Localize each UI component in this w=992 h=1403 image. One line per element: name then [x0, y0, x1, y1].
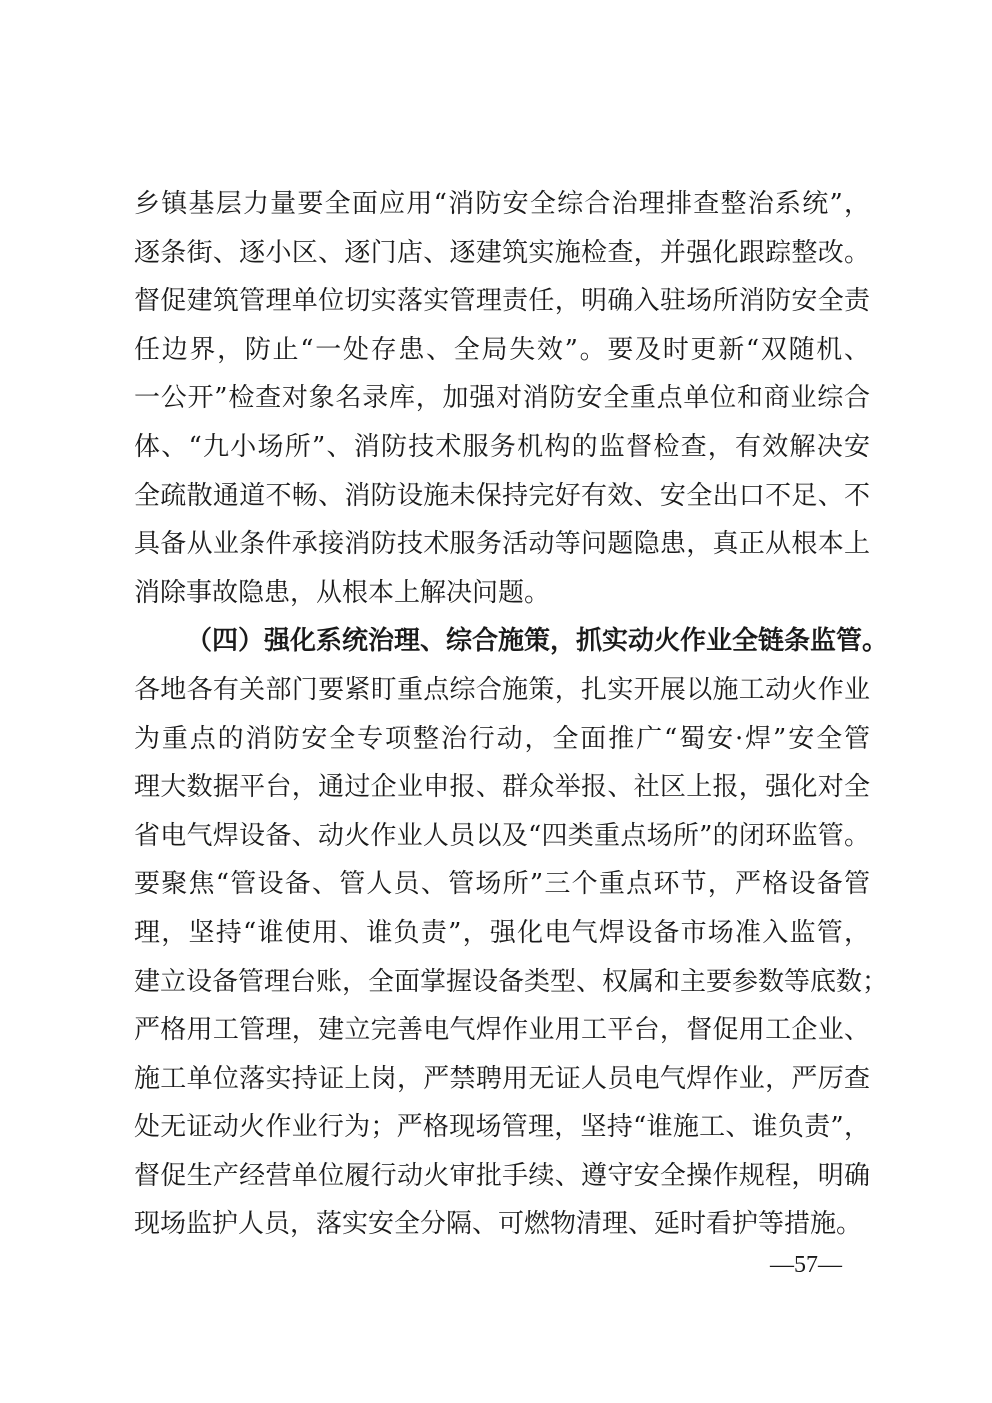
text-line: 处无证动火作业行为；严格现场管理，坚持“谁施工、谁负责”，	[134, 1112, 870, 1143]
text-line: 现场监护人员，落实安全分隔、可燃物清理、延时看护等措施。	[134, 1209, 863, 1240]
text-line: 理大数据平台，通过企业申报、群众举报、社区上报，强化对全	[134, 772, 870, 803]
text-line: 各地各有关部门要紧盯重点综合施策，扎实开展以施工动火作业	[134, 674, 870, 705]
text-line: 督促生产经营单位履行动火审批手续、遵守安全操作规程，明确	[134, 1160, 870, 1191]
text-line: 全疏散通道不畅、消防设施未保持完好有效、安全出口不足、不	[134, 480, 870, 511]
body-text	[134, 180, 889, 1249]
section-heading-line	[134, 617, 889, 666]
text-line: 任边界，防止“一处存患、全局失效”。要及时更新“双随机、	[134, 334, 870, 365]
text-line: 一公开”检查对象名录库，加强对消防安全重点单位和商业综合	[134, 383, 870, 414]
text-line: 消除事故隐患，从根本上解决问题。	[134, 577, 551, 608]
text-line: 建立设备管理台账，全面掌握设备类型、权属和主要参数等底数；	[134, 966, 889, 997]
text-line: 严格用工管理，建立完善电气焊作业用工平台，督促用工企业、	[134, 1015, 870, 1046]
text-line: 理，坚持“谁使用、谁负责”，强化电气焊设备市场准入监管，	[134, 917, 870, 948]
text-line: 要聚焦“管设备、管人员、管场所”三个重点环节，严格设备管	[134, 869, 870, 900]
text-line: 为重点的消防安全专项整治行动，全面推广“蜀安·焊”安全管	[134, 723, 870, 754]
text-line: 具备从业条件承接消防技术服务活动等问题隐患，真正从根本上	[134, 529, 870, 560]
page-number: —57—	[770, 1252, 842, 1278]
text-line: 督促建筑管理单位切实落实管理责任，明确入驻场所消防安全责	[134, 286, 870, 317]
text-line: 省电气焊设备、动火作业人员以及“四类重点场所”的闭环监管。	[134, 820, 870, 851]
section-heading: （四）强化系统治理、综合施策，抓实动火作业全链条监管。	[186, 626, 889, 657]
text-line: 施工单位落实持证上岗，严禁聘用无证人员电气焊作业，严厉查	[134, 1063, 870, 1094]
text-line: 乡镇基层力量要全面应用“消防安全综合治理排查整治系统”，	[134, 189, 870, 219]
text-line: 体、“九小场所”、消防技术服务机构的监督检查，有效解决安	[134, 431, 870, 462]
text-line: 逐条街、逐小区、逐门店、逐建筑实施检查，并强化跟踪整改。	[134, 237, 870, 268]
